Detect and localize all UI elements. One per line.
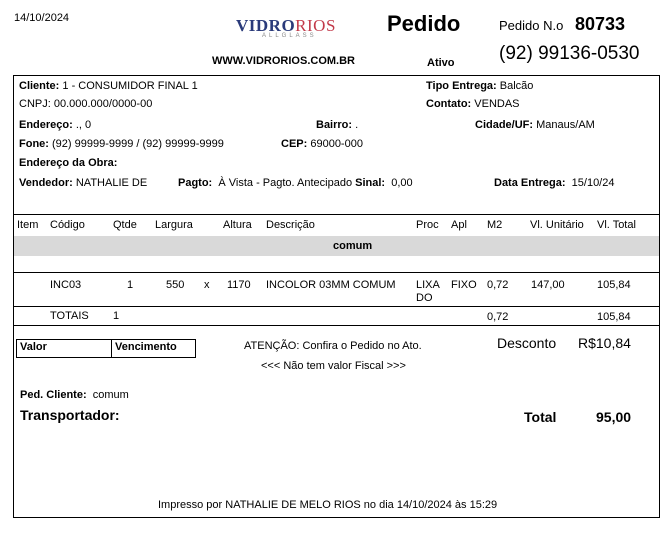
delivery-type-line: Tipo Entrega: Balcão	[426, 80, 534, 92]
phone-line: Fone: (92) 99999-9999 / (92) 99999-9999	[19, 138, 224, 150]
col-total: Vl. Total	[597, 219, 636, 231]
website: WWW.VIDRORIOS.COM.BR	[212, 55, 355, 67]
totals-top-rule	[13, 306, 660, 307]
totals-m2: 0,72	[487, 311, 509, 323]
city-value: Manaus/AM	[536, 119, 595, 131]
vencimento-cell: Vencimento	[111, 339, 196, 358]
client-line: Cliente: 1 - CONSUMIDOR FINAL 1	[19, 80, 198, 92]
seller-value: NATHALIE DE	[75, 177, 148, 189]
row-unitario: 147,00	[531, 279, 565, 291]
col-codigo: Código	[50, 219, 85, 231]
total-label: Total	[524, 409, 557, 425]
order-status: Ativo	[427, 57, 455, 69]
logo-main-text: VIDRO	[236, 16, 296, 35]
col-proc: Proc	[416, 219, 439, 231]
row-descricao: INCOLOR 03MM COMUM	[266, 279, 396, 291]
address-value: ., 0	[75, 119, 92, 131]
col-altura: Altura	[223, 219, 252, 231]
cep-line: CEP: 69000-000	[281, 138, 363, 150]
cnpj-value: 00.000.000/0000-00	[53, 98, 153, 110]
delivery-date-line: Data Entrega: 15/10/24	[494, 177, 615, 189]
order-number: 80733	[575, 14, 626, 34]
document-title: Pedido	[387, 11, 461, 36]
group-name: comum	[333, 240, 373, 252]
contact-value: VENDAS	[474, 98, 520, 110]
col-descricao: Descrição	[266, 219, 315, 231]
print-date: 14/10/2024	[14, 12, 70, 24]
totals-bottom-rule	[13, 325, 660, 326]
phone-value: (92) 99999-9999 / (92) 99999-9999	[52, 138, 224, 150]
client-order-value: comum	[92, 389, 129, 401]
row-altura: 1170	[227, 279, 251, 291]
discount-label: Desconto	[497, 335, 557, 351]
col-largura: Largura	[155, 219, 193, 231]
col-unitario: Vl. Unitário	[530, 219, 584, 231]
discount-value: R$10,84	[578, 335, 631, 351]
address-line: Endereço: ., 0	[19, 119, 92, 131]
deposit-value: 0,00	[391, 177, 413, 189]
row-apl: FIXO	[451, 279, 477, 291]
col-item: Item	[17, 219, 39, 231]
logo-subtitle: ALLGLASS	[262, 33, 317, 39]
carrier-label: Transportador:	[20, 407, 120, 423]
bairro-line: Bairro: .	[316, 119, 359, 131]
row-proc-line1: LIXA	[416, 279, 440, 291]
row-proc-line2: DO	[416, 292, 433, 304]
payment-value: À Vista - Pagto. Antecipado	[218, 177, 353, 189]
total-value: 95,00	[596, 409, 632, 425]
delivery-type-value: Balcão	[499, 80, 534, 92]
row-m2: 0,72	[487, 279, 509, 291]
payment-line: Pagto: À Vista - Pagto. Antecipado Sinal: 0,00	[178, 177, 413, 189]
client-order-line: Ped. Cliente: comum	[20, 389, 129, 401]
totals-qtde: 1	[113, 310, 120, 322]
row-x: x	[204, 279, 210, 291]
table-top-rule	[13, 214, 660, 215]
logo-accent-text: RIOS	[295, 16, 336, 35]
order-number-label: Pedido N.o	[499, 18, 564, 33]
attention-note: ATENÇÃO: Confira o Pedido no Ato.	[244, 340, 422, 352]
non-fiscal-note: <<< Não tem valor Fiscal >>>	[261, 360, 406, 372]
bairro-value: .	[355, 119, 359, 131]
row-qtde: 1	[127, 279, 134, 291]
col-qtde: Qtde	[113, 219, 137, 231]
row-total: 105,84	[597, 279, 631, 291]
col-m2: M2	[487, 219, 503, 231]
item-top-rule	[13, 272, 660, 273]
delivery-date-value: 15/10/24	[571, 177, 615, 189]
valor-cell: Valor	[16, 339, 112, 358]
city-line: Cidade/UF: Manaus/AM	[475, 119, 595, 131]
totals-label: TOTAIS	[50, 310, 89, 322]
company-phone: (92) 99136-0530	[499, 43, 640, 64]
contact-line: Contato: VENDAS	[426, 98, 520, 110]
cep-value: 69000-000	[310, 138, 363, 150]
col-apl: Apl	[451, 219, 467, 231]
totals-total: 105,84	[597, 311, 631, 323]
row-largura: 550	[166, 279, 185, 291]
client-name: 1 - CONSUMIDOR FINAL 1	[62, 80, 198, 92]
seller-line: Vendedor: NATHALIE DE	[19, 177, 148, 189]
printed-by-note: Impresso por NATHALIE DE MELO RIOS no dia 14/10/2024 às 15:29	[158, 499, 498, 511]
row-codigo: INC03	[50, 279, 82, 291]
work-address-label: Endereço da Obra:	[19, 157, 118, 169]
cnpj-line: CNPJ: 00.000.000/0000-00	[19, 98, 153, 110]
